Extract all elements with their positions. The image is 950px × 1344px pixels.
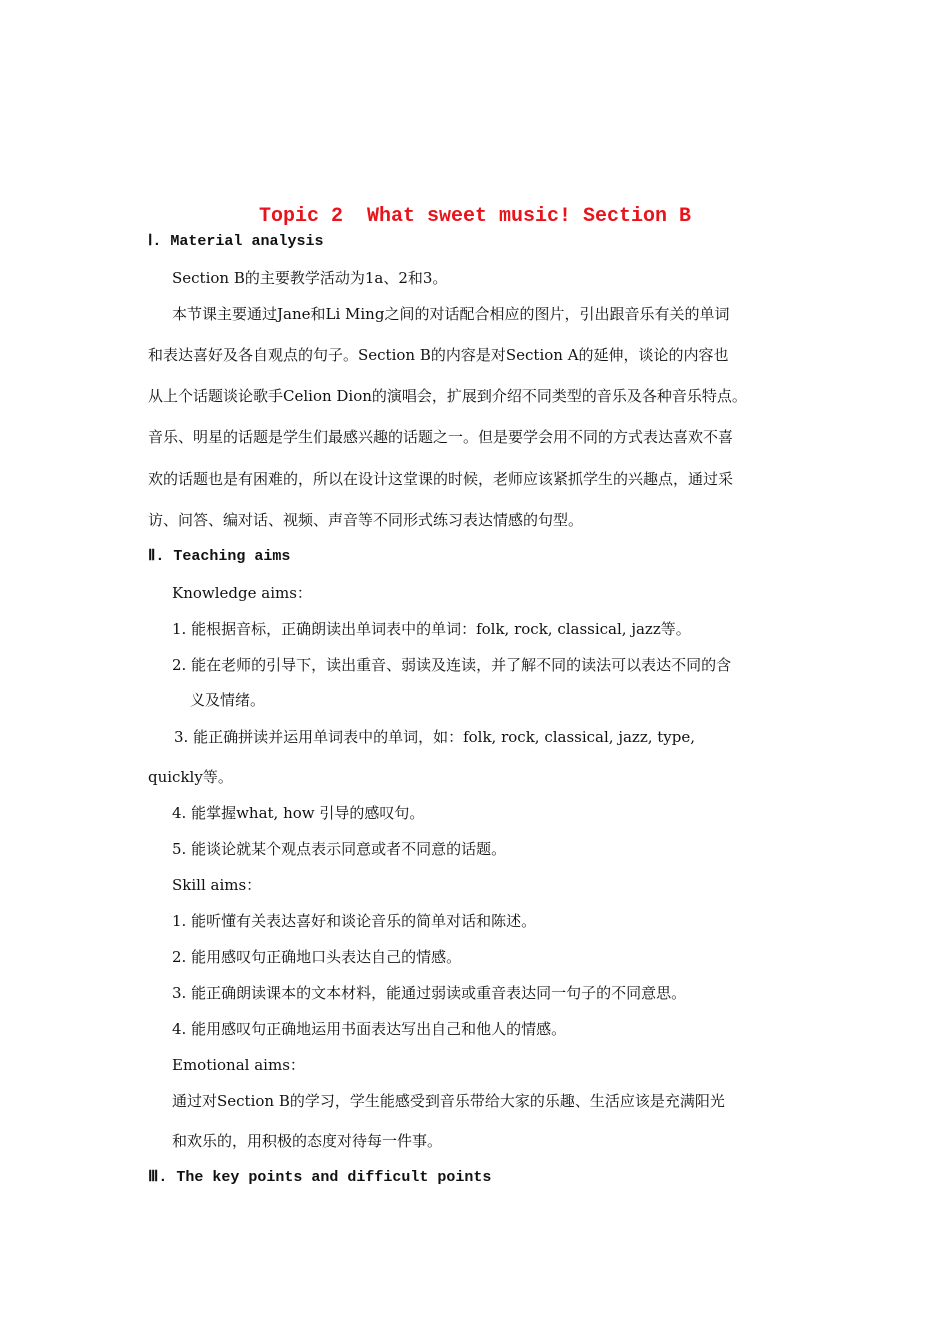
list-item: 1. 能听懂有关表达喜好和谈论音乐的简单对话和陈述。 [172, 912, 537, 930]
paragraph-line: 音乐、明星的话题是学生们最感兴趣的话题之一。但是要学会用不同的方式表达喜欢不喜 [148, 428, 734, 446]
paragraph-line: 和表达喜好及各自观点的句子。Section B的内容是对Section A的延伸，谈论的内容也 [148, 346, 729, 364]
paragraph-line: 欢的话题也是有困难的，所以在设计这堂课的时候，老师应该紧抓学生的兴趣点，通过采 [148, 470, 734, 488]
list-item: 4. 能掌握what, how 引导的感叹句。 [172, 804, 425, 822]
subheading-knowledge: Knowledge aims： [172, 584, 312, 602]
paragraph-line: Section B的主要教学活动为1a、2和3。 [172, 269, 448, 287]
subheading-skill: Skill aims： [172, 876, 262, 894]
list-item-continuation: 义及情绪。 [190, 691, 266, 709]
paragraph-line: 访、问答、编对话、视频、声音等不同形式练习表达情感的句型。 [148, 511, 584, 529]
subheading-emotional: Emotional aims： [172, 1056, 305, 1074]
list-item: 5. 能谈论就某个观点表示同意或者不同意的话题。 [172, 840, 507, 858]
section-heading-material: Ⅰ. Material analysis [148, 233, 324, 250]
list-item-continuation: quickly等。 [148, 768, 233, 786]
list-item: 3. 能正确朗读课本的文本材料，能通过弱读或重音表达同一句子的不同意思。 [172, 984, 687, 1002]
list-item: 1. 能根据音标，正确朗读出单词表中的单词：folk, rock, classical, jazz等。 [172, 620, 691, 638]
list-item: 2. 能在老师的引导下，读出重音、弱读及连读，并了解不同的读法可以表达不同的含 [172, 656, 732, 674]
list-item: 4. 能用感叹句正确地运用书面表达写出自己和他人的情感。 [172, 1020, 567, 1038]
section-heading-aims: Ⅱ. Teaching aims [148, 548, 291, 565]
page-title: Topic 2 What sweet music! Section B [258, 205, 692, 228]
list-item: 3. 能正确拼读并运用单词表中的单词，如：folk, rock, classical, jazz, type, [174, 728, 696, 746]
paragraph-line: 和欢乐的，用积极的态度对待每一件事。 [172, 1132, 443, 1150]
list-item: 2. 能用感叹句正确地口头表达自己的情感。 [172, 948, 462, 966]
paragraph-line: 通过对Section B的学习，学生能感受到音乐带给大家的乐趣、生活应该是充满阳光 [172, 1092, 725, 1110]
paragraph-line: 从上个话题谈论歌手Celion Dion的演唱会，扩展到介绍不同类型的音乐及各种音乐特点。 [148, 387, 747, 405]
paragraph-line: 本节课主要通过Jane和Li Ming之间的对话配合相应的图片，引出跟音乐有关的单词 [172, 305, 730, 323]
section-heading-keypoints: Ⅲ. The key points and difficult points [148, 1169, 492, 1186]
